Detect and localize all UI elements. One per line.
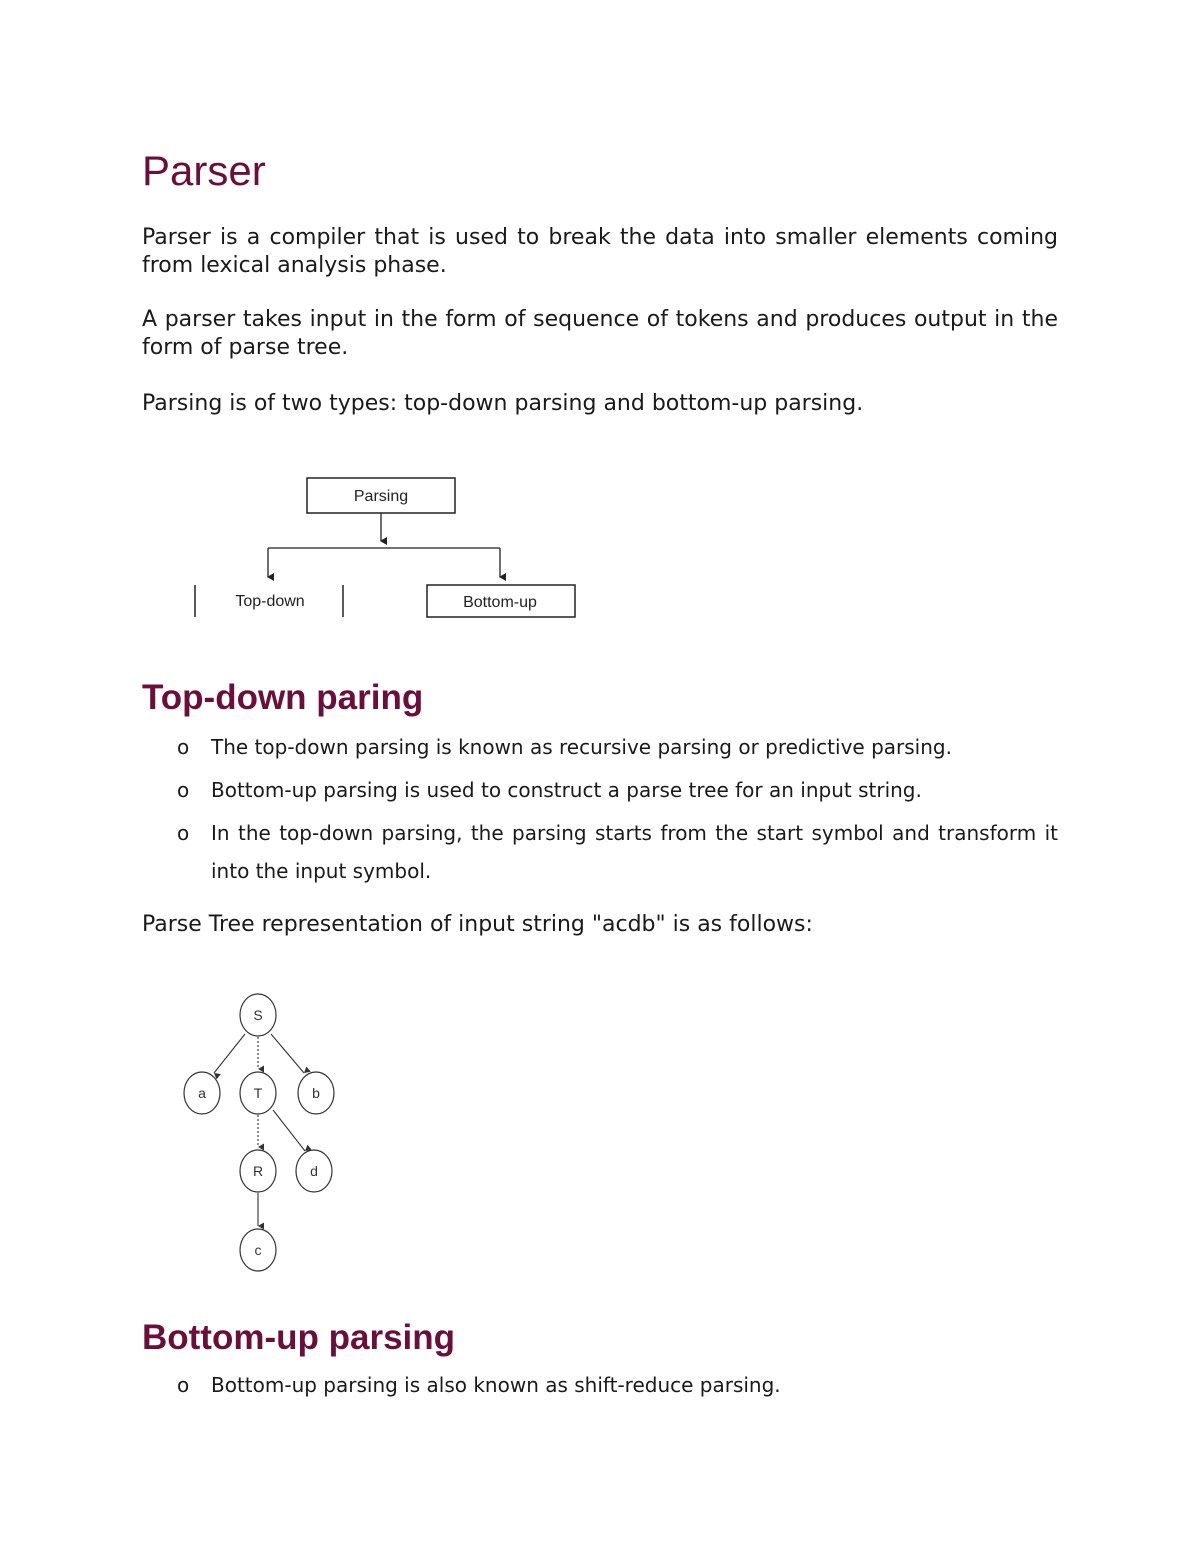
tree-node-label: b <box>312 1085 320 1101</box>
tree-node-label: c <box>254 1242 262 1258</box>
topdown-node-label: Top-down <box>235 593 305 610</box>
topdown-heading: Top-down paring <box>142 678 424 717</box>
bullet-text: The top-down parsing is known as recursive parsing or predictive parsing. <box>211 735 952 759</box>
tree-node-label: R <box>252 1163 264 1179</box>
bullet-text: In the top-down parsing, the parsing starts from the start symbol and transform it into the input symbol. <box>211 821 1058 883</box>
bullet-text: Bottom-up parsing is used to construct a parse tree for an input string. <box>211 778 922 802</box>
tree-node-label: d <box>310 1163 318 1179</box>
intro-paragraph-3: Parsing is of two types: top-down parsing and bottom-up parsing. <box>142 391 864 416</box>
bottomup-node-label: Bottom-up <box>463 594 537 611</box>
intro-paragraph-2: A parser takes input in the form of sequence of tokens and produces output in the form of parse tree. <box>142 307 1058 360</box>
tree-node-label: S <box>253 1007 263 1023</box>
tree-edge <box>271 1034 304 1073</box>
bottomup-heading: Bottom-up parsing <box>142 1318 456 1357</box>
bottomup-bullet-list <box>142 1366 1058 1409</box>
bullet-marker: o <box>177 1373 190 1397</box>
parse-tree-caption: Parse Tree representation of input string "acdb" is as follows: <box>142 912 813 937</box>
bullet-marker: o <box>177 735 190 759</box>
tree-node-label: a <box>198 1085 206 1101</box>
bullet-text: Bottom-up parsing is also known as shift-reduce parsing. <box>211 1373 781 1397</box>
intro-paragraph-1: Parser is a compiler that is used to break the data into smaller elements coming from lexical analysis phase. <box>142 225 1058 278</box>
parsing-root-label: Parsing <box>353 488 409 505</box>
page-title: Parser <box>142 147 266 194</box>
bullet-marker: o <box>177 821 190 845</box>
bullet-marker: o <box>177 778 190 802</box>
tree-edge <box>273 1110 305 1151</box>
tree-edge <box>214 1034 245 1073</box>
list-item <box>142 1366 1058 1404</box>
tree-node-label: T <box>253 1085 263 1101</box>
